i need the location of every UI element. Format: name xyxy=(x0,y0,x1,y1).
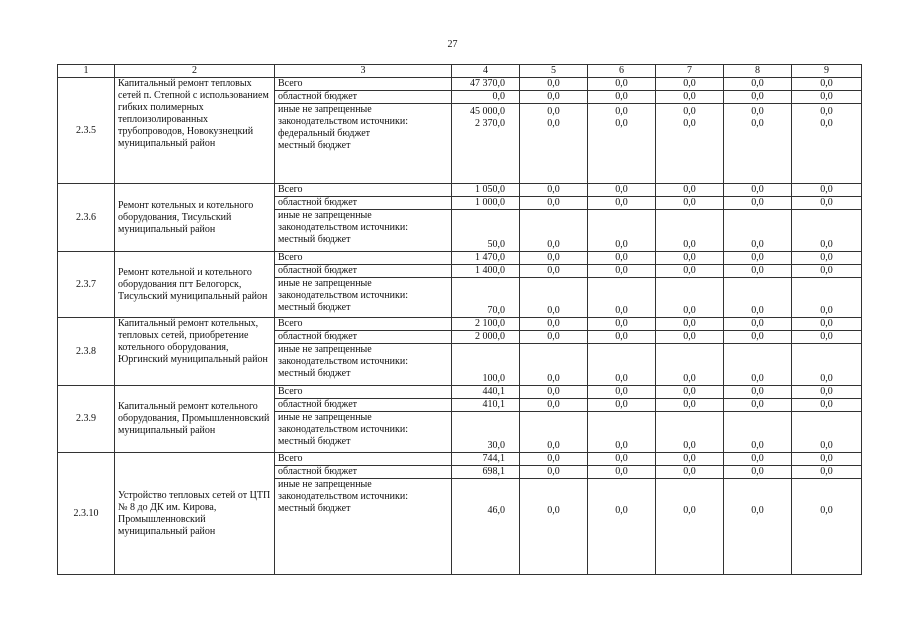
funding-source: иные не запрещенные законодательством источники: местный бюджет xyxy=(275,412,452,453)
value-cell: 0,0 xyxy=(792,197,862,210)
value-cell: 0,0 xyxy=(520,265,588,278)
value-cell: 0,0 xyxy=(724,278,792,318)
value-cell: 0,0 xyxy=(724,412,792,453)
value-cell: 45 000,0 2 370,0 xyxy=(452,104,520,184)
value-cell: 0,0 xyxy=(588,453,656,466)
funding-source: Всего xyxy=(275,453,452,466)
header-row xyxy=(58,65,862,78)
table-row xyxy=(58,318,862,331)
value-cell: 1 000,0 xyxy=(452,197,520,210)
value-cell: 0,0 xyxy=(792,331,862,344)
value-cell: 744,1 xyxy=(452,453,520,466)
value-cell: 698,1 xyxy=(452,466,520,479)
value-cell: 0,0 xyxy=(792,399,862,412)
value-cell: 0,0 xyxy=(656,453,724,466)
value-cell: 0,0 xyxy=(724,479,792,575)
funding-source: областной бюджет xyxy=(275,466,452,479)
item-number: 2.3.9 xyxy=(58,386,115,453)
funding-source: иные не запрещенные законодательством источники: федеральный бюджет местный бюджет xyxy=(275,104,452,184)
item-number: 2.3.5 xyxy=(58,78,115,184)
value-cell: 0,0 xyxy=(588,210,656,252)
value-cell: 0,0 xyxy=(724,184,792,197)
item-name: Устройство тепловых сетей от ЦТП № 8 до ДК им. Кирова, Промышленновский муниципальный район xyxy=(115,453,275,575)
value-cell: 0,0 xyxy=(588,412,656,453)
value-cell: 0,0 xyxy=(792,466,862,479)
value-cell: 0,0 xyxy=(724,466,792,479)
value-cell: 0,0 xyxy=(724,399,792,412)
value-cell: 440,1 xyxy=(452,386,520,399)
value-cell: 0,0 xyxy=(520,479,588,575)
funding-source: иные не запрещенные законодательством источники: местный бюджет xyxy=(275,210,452,252)
funding-source: областной бюджет xyxy=(275,265,452,278)
column-header: 6 xyxy=(588,65,656,78)
value-cell: 0,0 xyxy=(520,386,588,399)
value-cell: 0,0 xyxy=(792,386,862,399)
value-cell: 0,0 xyxy=(656,265,724,278)
value-cell: 0,0 xyxy=(588,466,656,479)
value-cell: 410,1 xyxy=(452,399,520,412)
table-row xyxy=(58,78,862,91)
funding-source: иные не запрещенные законодательством источники: местный бюджет xyxy=(275,278,452,318)
funding-source: Всего xyxy=(275,184,452,197)
table-row xyxy=(58,453,862,466)
value-cell: 0,0 xyxy=(792,318,862,331)
value-cell: 1 050,0 xyxy=(452,184,520,197)
value-cell: 0,0 0,0 xyxy=(588,104,656,184)
table-row xyxy=(58,184,862,197)
value-cell: 0,0 xyxy=(588,278,656,318)
value-cell: 0,0 xyxy=(520,318,588,331)
item-number: 2.3.7 xyxy=(58,252,115,318)
value-cell: 0,0 xyxy=(520,399,588,412)
value-cell: 0,0 xyxy=(656,252,724,265)
value-cell: 0,0 xyxy=(656,386,724,399)
item-name: Ремонт котельной и котельного оборудования пгт Белогорск, Тисульский муниципальный район xyxy=(115,252,275,318)
value-cell: 0,0 xyxy=(520,78,588,91)
value-cell: 0,0 xyxy=(724,210,792,252)
value-cell: 0,0 xyxy=(656,399,724,412)
column-header: 9 xyxy=(792,65,862,78)
value-cell: 0,0 xyxy=(792,210,862,252)
value-cell: 0,0 xyxy=(792,91,862,104)
value-cell: 0,0 xyxy=(724,453,792,466)
value-cell: 30,0 xyxy=(452,412,520,453)
value-cell: 2 100,0 xyxy=(452,318,520,331)
value-cell: 0,0 xyxy=(520,184,588,197)
value-cell: 0,0 xyxy=(656,78,724,91)
value-cell: 0,0 xyxy=(792,479,862,575)
funding-source: Всего xyxy=(275,78,452,91)
value-cell: 0,0 0,0 xyxy=(792,104,862,184)
value-cell: 0,0 xyxy=(588,318,656,331)
value-cell: 0,0 xyxy=(724,252,792,265)
funding-source: Всего xyxy=(275,318,452,331)
item-name: Капитальный ремонт котельных, тепловых сетей, приобретение котельного оборудования, Юргинский муниципальный район xyxy=(115,318,275,386)
value-cell: 0,0 xyxy=(588,344,656,386)
value-cell: 0,0 xyxy=(656,184,724,197)
item-number: 2.3.10 xyxy=(58,453,115,575)
value-cell: 1 400,0 xyxy=(452,265,520,278)
value-cell: 0,0 xyxy=(724,91,792,104)
funding-source: Всего xyxy=(275,252,452,265)
budget-table xyxy=(57,64,862,575)
value-cell: 0,0 xyxy=(656,412,724,453)
value-cell: 0,0 xyxy=(588,386,656,399)
value-cell: 0,0 0,0 xyxy=(656,104,724,184)
value-cell: 1 470,0 xyxy=(452,252,520,265)
value-cell: 0,0 xyxy=(588,252,656,265)
value-cell: 0,0 xyxy=(520,453,588,466)
value-cell: 0,0 xyxy=(520,91,588,104)
value-cell: 0,0 xyxy=(520,466,588,479)
value-cell: 47 370,0 xyxy=(452,78,520,91)
value-cell: 0,0 xyxy=(656,344,724,386)
value-cell: 0,0 xyxy=(792,278,862,318)
value-cell: 0,0 xyxy=(724,78,792,91)
value-cell: 0,0 xyxy=(792,453,862,466)
value-cell: 0,0 xyxy=(588,399,656,412)
funding-source: областной бюджет xyxy=(275,331,452,344)
column-header: 5 xyxy=(520,65,588,78)
value-cell: 0,0 xyxy=(792,184,862,197)
value-cell: 0,0 xyxy=(588,184,656,197)
value-cell: 0,0 xyxy=(724,265,792,278)
value-cell: 0,0 xyxy=(656,91,724,104)
value-cell: 0,0 xyxy=(588,331,656,344)
item-number: 2.3.6 xyxy=(58,184,115,252)
value-cell: 0,0 xyxy=(792,344,862,386)
funding-source: Всего xyxy=(275,386,452,399)
funding-source: областной бюджет xyxy=(275,399,452,412)
value-cell: 0,0 xyxy=(656,466,724,479)
value-cell: 0,0 xyxy=(588,197,656,210)
value-cell: 0,0 xyxy=(588,91,656,104)
item-name: Капитальный ремонт котельного оборудования, Промышленновский муниципальный район xyxy=(115,386,275,453)
column-header: 2 xyxy=(115,65,275,78)
table-row xyxy=(58,252,862,265)
value-cell: 0,0 xyxy=(656,278,724,318)
value-cell: 70,0 xyxy=(452,278,520,318)
value-cell: 0,0 xyxy=(656,318,724,331)
value-cell: 0,0 xyxy=(520,252,588,265)
value-cell: 0,0 xyxy=(588,265,656,278)
column-header: 3 xyxy=(275,65,452,78)
value-cell: 0,0 xyxy=(792,265,862,278)
page-number: 27 xyxy=(447,39,458,50)
value-cell: 0,0 xyxy=(520,210,588,252)
funding-source: иные не запрещенные законодательством источники: местный бюджет xyxy=(275,344,452,386)
item-name: Ремонт котельных и котельного оборудования, Тисульский муниципальный район xyxy=(115,184,275,252)
value-cell: 0,0 xyxy=(520,412,588,453)
value-cell: 0,0 xyxy=(588,78,656,91)
value-cell: 0,0 xyxy=(724,386,792,399)
value-cell: 0,0 0,0 xyxy=(724,104,792,184)
value-cell: 0,0 xyxy=(656,331,724,344)
value-cell: 0,0 xyxy=(724,331,792,344)
value-cell: 0,0 xyxy=(588,479,656,575)
value-cell: 0,0 xyxy=(792,78,862,91)
table-row xyxy=(58,386,862,399)
funding-source: иные не запрещенные законодательством источники: местный бюджет xyxy=(275,479,452,575)
value-cell: 0,0 xyxy=(520,278,588,318)
value-cell: 0,0 xyxy=(452,91,520,104)
value-cell: 46,0 xyxy=(452,479,520,575)
value-cell: 0,0 xyxy=(656,197,724,210)
value-cell: 0,0 xyxy=(656,210,724,252)
funding-source: областной бюджет xyxy=(275,197,452,210)
value-cell: 0,0 xyxy=(520,197,588,210)
value-cell: 0,0 xyxy=(520,331,588,344)
column-header: 7 xyxy=(656,65,724,78)
column-header: 1 xyxy=(58,65,115,78)
value-cell: 0,0 0,0 xyxy=(520,104,588,184)
value-cell: 0,0 xyxy=(724,197,792,210)
funding-source: областной бюджет xyxy=(275,91,452,104)
value-cell: 0,0 xyxy=(792,412,862,453)
value-cell: 0,0 xyxy=(724,344,792,386)
column-header: 4 xyxy=(452,65,520,78)
value-cell: 0,0 xyxy=(724,318,792,331)
value-cell: 0,0 xyxy=(520,344,588,386)
value-cell: 0,0 xyxy=(792,252,862,265)
column-header: 8 xyxy=(724,65,792,78)
item-number: 2.3.8 xyxy=(58,318,115,386)
value-cell: 2 000,0 xyxy=(452,331,520,344)
value-cell: 50,0 xyxy=(452,210,520,252)
item-name: Капитальный ремонт тепловых сетей п. Степной с использованием гибких полимерных теплоизолированных трубопроводов, Новокузнецкий муниципальный район xyxy=(115,78,275,184)
value-cell: 0,0 xyxy=(656,479,724,575)
value-cell: 100,0 xyxy=(452,344,520,386)
